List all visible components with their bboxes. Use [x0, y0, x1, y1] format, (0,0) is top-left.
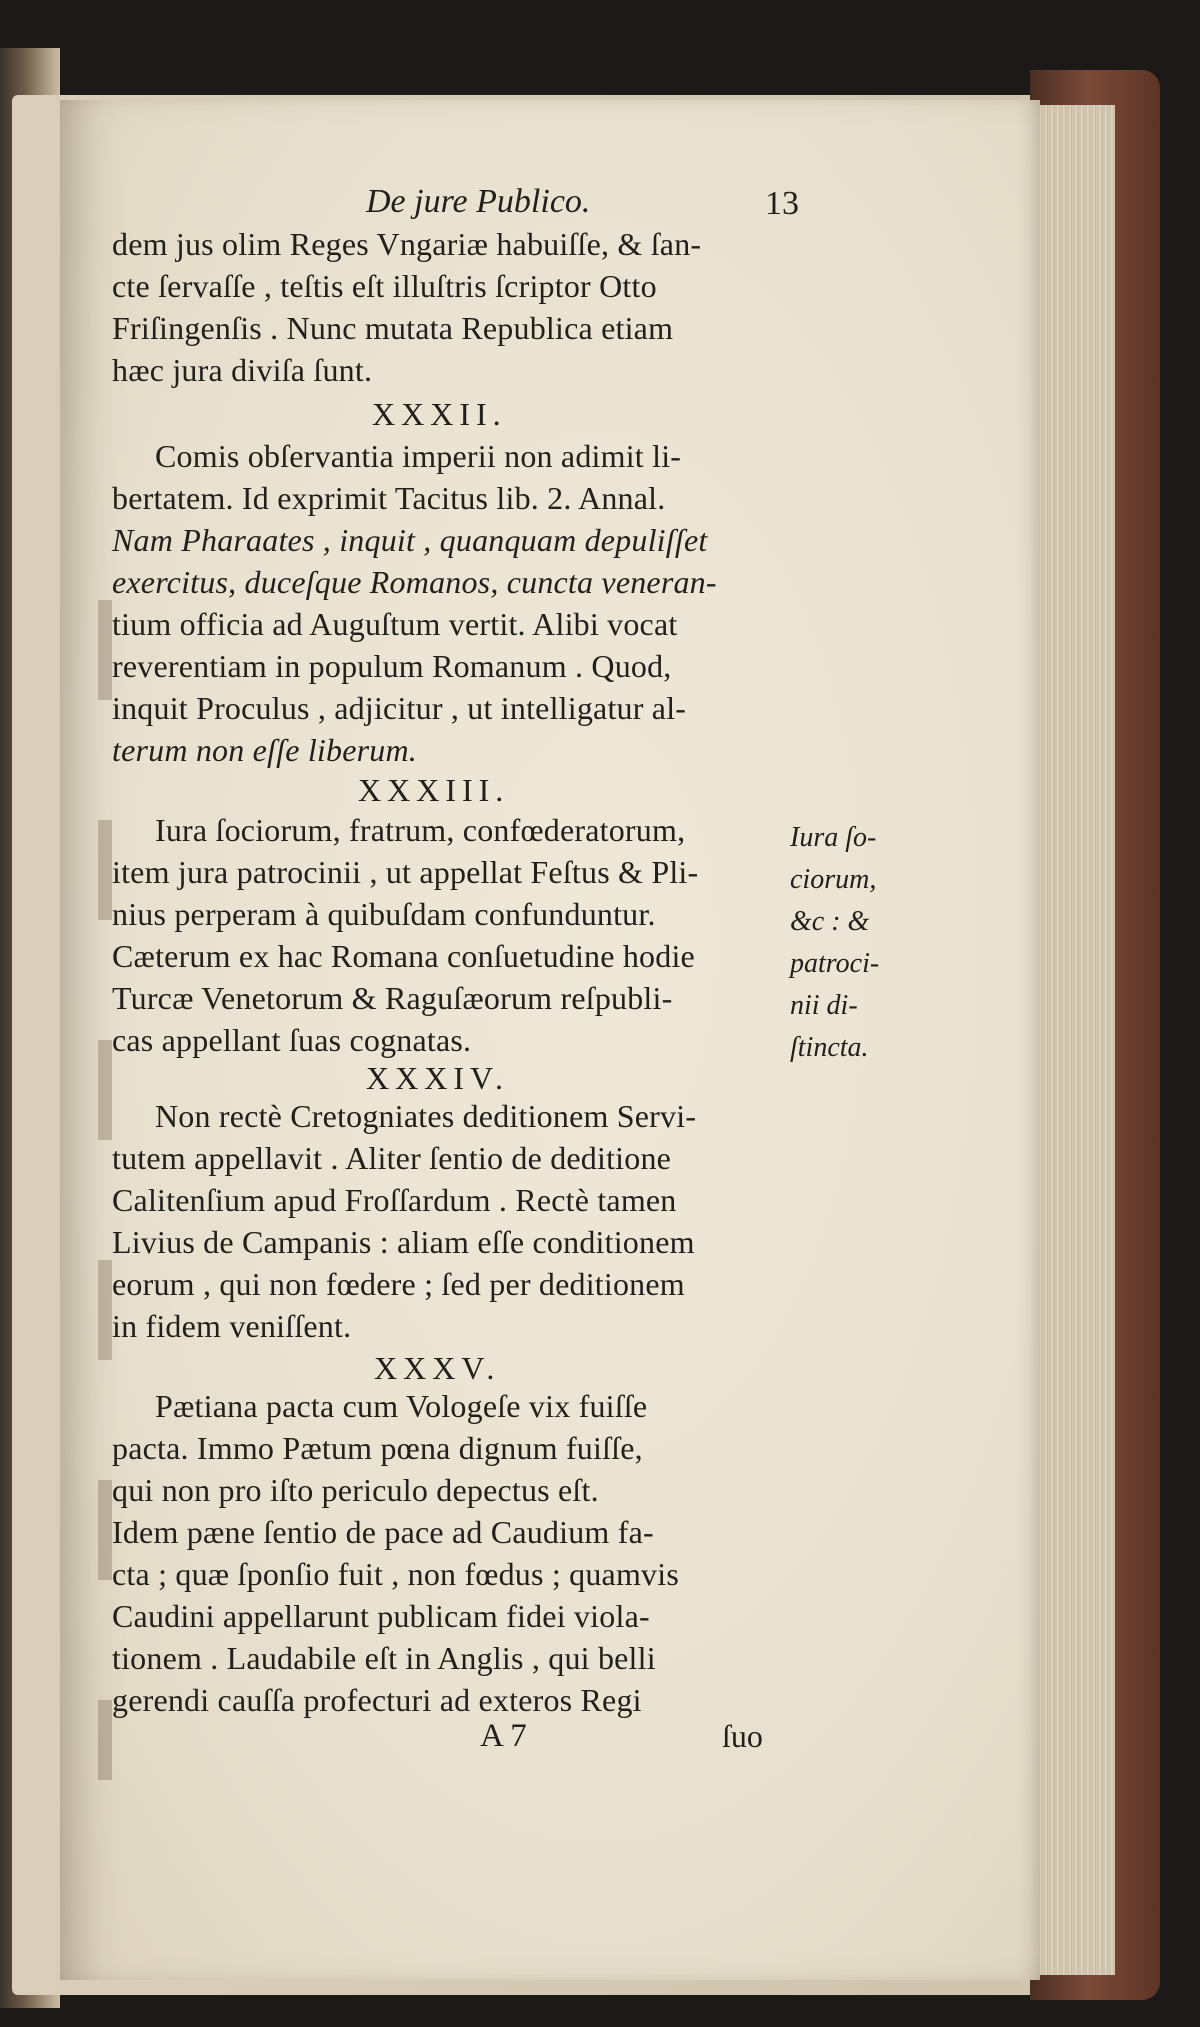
body-line-22: Livius de Campanis : aliam eſſe conditionem — [112, 1224, 695, 1260]
body-line-20: tutem appellavit . Aliter ſentio de deditione — [112, 1140, 672, 1176]
section-numeral-35: XXXV. — [374, 1350, 501, 1386]
body-line-1: dem jus olim Reges Vngariæ habuiſſe, & ſan- — [112, 226, 702, 262]
margin-note-line-6: ſtincta. — [790, 1032, 869, 1063]
gutter-shadow — [98, 480, 112, 1780]
body-line-16: Cæterum ex hac Romana conſuetudine hodie — [112, 938, 695, 974]
body-line-9: tium officia ad Auguſtum vertit. Alibi vocat — [112, 606, 678, 642]
running-title: De jure Publico. — [366, 183, 591, 220]
body-line-21: Calitenſium apud Froſſardum . Rectè tamen — [112, 1182, 677, 1218]
section-numeral-32: XXXII. — [372, 396, 507, 432]
body-line-2: cte ſervaſſe , teſtis eſt illuſtris ſcriptor Otto — [112, 268, 657, 304]
body-line-8: exercitus, duceſque Romanos, cuncta veneran- — [112, 564, 717, 600]
body-line-7: Nam Pharaates , inquit , quanquam depuliſſet — [112, 522, 708, 558]
body-line-19: Non rectè Cretogniates deditionem Servi- — [155, 1098, 697, 1134]
body-line-10: reverentiam in populum Romanum . Quod, — [112, 648, 672, 684]
catchword: ſuo — [722, 1718, 763, 1754]
body-line-4: hæc jura diviſa ſunt. — [112, 352, 373, 388]
body-line-3: Friſingenſis . Nunc mutata Republica etiam — [112, 310, 674, 346]
margin-note-line-3: &c : & — [790, 906, 870, 937]
section-numeral-33: XXXIII. — [358, 772, 510, 808]
body-line-27: qui non pro iſto periculo depectus eſt. — [112, 1472, 599, 1508]
body-line-26: pacta. Immo Pætum pœna dignum fuiſſe, — [112, 1430, 643, 1466]
body-line-31: tionem . Laudabile eſt in Anglis , qui belli — [112, 1640, 656, 1676]
body-line-18: cas appellant ſuas cognatas. — [112, 1022, 472, 1058]
margin-note-line-1: Iura ſo- — [790, 822, 877, 853]
body-line-23: eorum , qui non fœdere ; ſed per deditionem — [112, 1266, 685, 1302]
body-line-24: in fidem veniſſent. — [112, 1308, 352, 1344]
section-numeral-34: XXXIV. — [366, 1060, 509, 1096]
signature-mark: A 7 — [480, 1718, 527, 1754]
body-line-6: bertatem. Id exprimit Tacitus lib. 2. Annal. — [112, 480, 666, 516]
body-line-5: Comis obſervantia imperii non adimit li- — [155, 438, 682, 474]
margin-note-line-4: patroci- — [790, 948, 880, 979]
body-line-17: Turcæ Venetorum & Raguſæorum reſpubli- — [112, 980, 673, 1016]
body-line-25: Pætiana pacta cum Vologeſe vix fuiſſe — [155, 1388, 648, 1424]
body-line-14: item jura patrocinii , ut appellat Feſtus & Pli- — [112, 854, 699, 890]
body-line-29: cta ; quæ ſponſio fuit , non fœdus ; quamvis — [112, 1556, 679, 1592]
margin-note-line-2: ciorum, — [790, 864, 877, 895]
body-line-12: terum non eſſe liberum. — [112, 732, 417, 768]
page-edges — [1030, 105, 1115, 1975]
body-line-11: inquit Proculus , adjicitur , ut intelligatur al- — [112, 690, 687, 726]
page-number: 13 — [765, 185, 799, 222]
body-line-28: Idem pæne ſentio de pace ad Caudium fa- — [112, 1514, 654, 1550]
margin-note-line-5: nii di- — [790, 990, 858, 1021]
body-line-30: Caudini appellarunt publicam fidei viola- — [112, 1598, 650, 1634]
body-line-15: nius perperam à quibuſdam confunduntur. — [112, 896, 656, 932]
body-line-32: gerendi cauſſa profecturi ad exteros Regi — [112, 1682, 642, 1718]
body-line-13: Iura ſociorum, fratrum, confœderatorum, — [155, 812, 686, 848]
